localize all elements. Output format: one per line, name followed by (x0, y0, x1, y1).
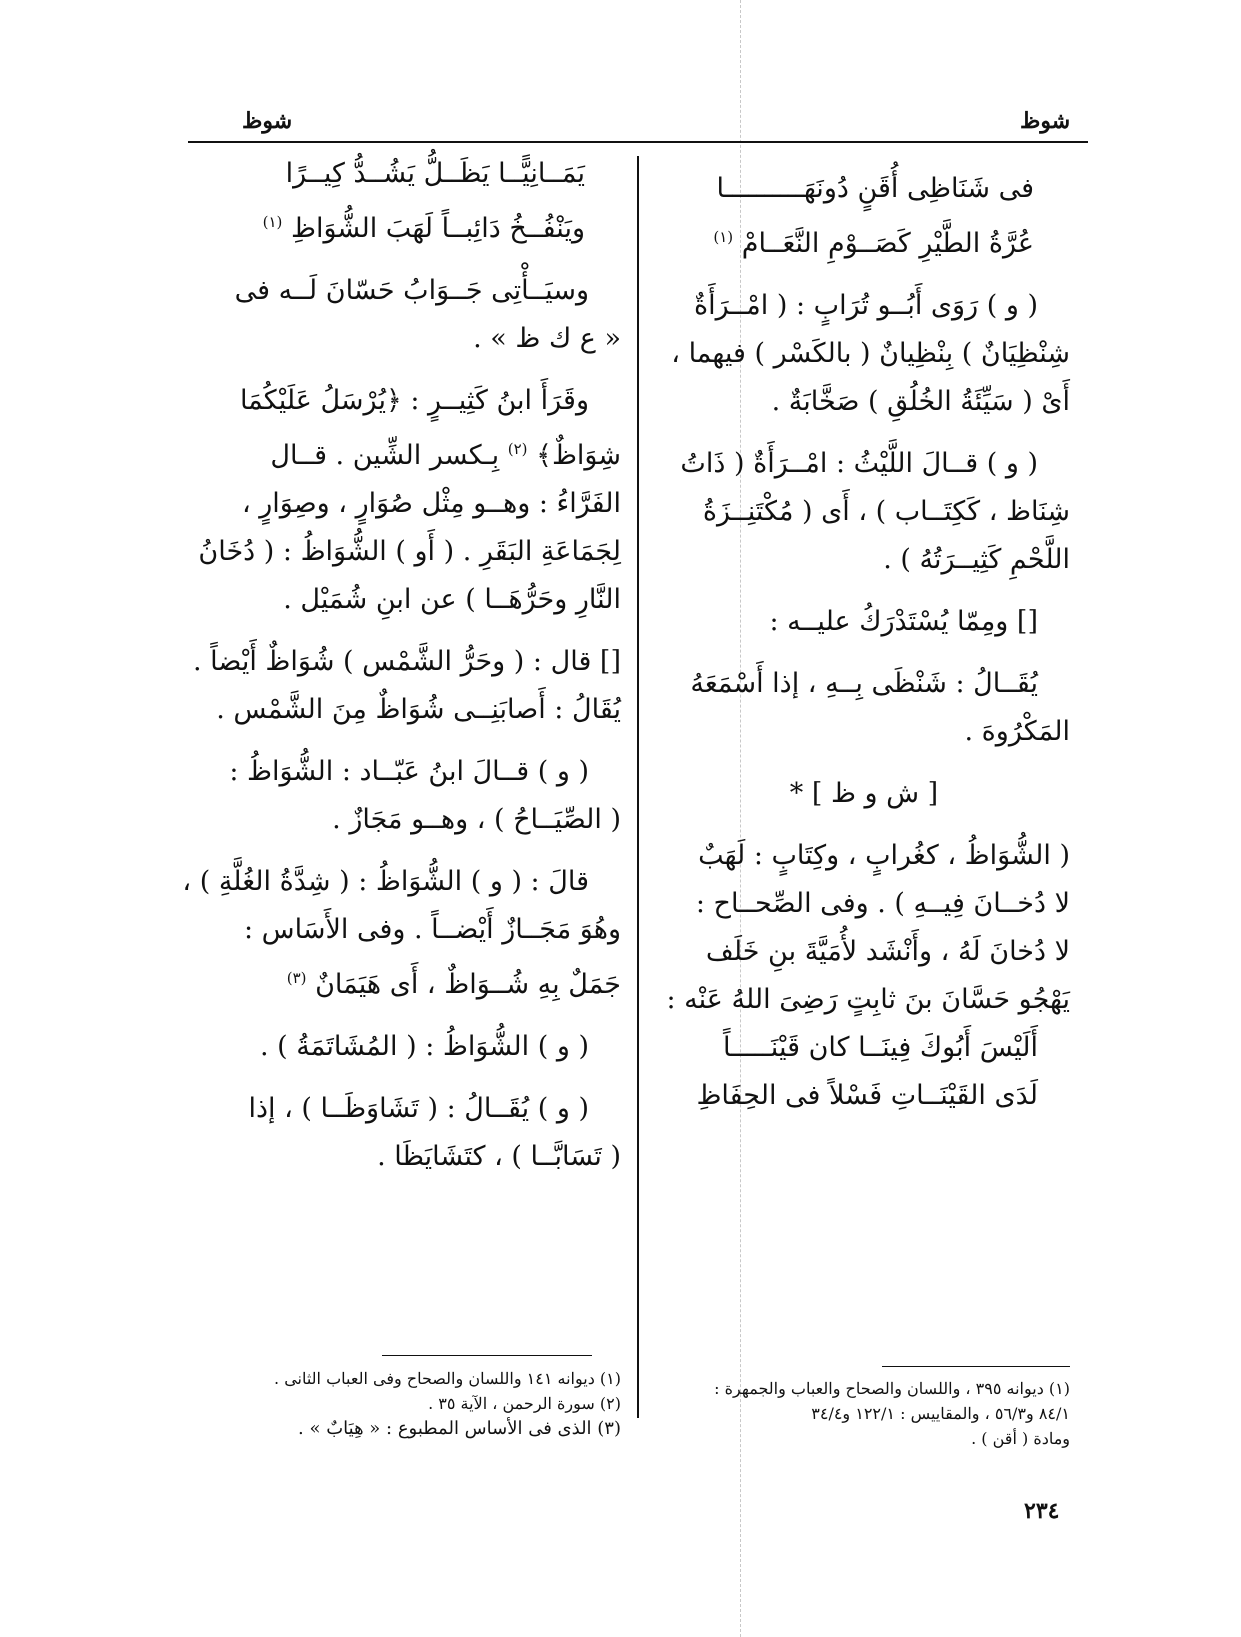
text-line: ( و ) رَوَى أَبُــو تُرَابٍ : ( امْــرَأَةٌ (693, 290, 1038, 321)
footnote: ٨٤/١ و٥٦/٣ ، والمقاييس : ١٢٢/١ و٣٤/٤ (811, 1404, 1070, 1423)
text-line: جَمَلٌ بِهِ شُــوَاظٌ ، أَى هَيَمَانٌ $^{(٣)}$ (286, 969, 621, 1000)
verse-line: ويَنْفُــخُ دَائِبــاً لَهَبَ الشُّوَاظِ $^{(١)}$ (262, 213, 585, 244)
running-head-left: شوظ (242, 108, 293, 134)
text-line: اللَّحْمِ كَثِيــرَتُهُ ) . (883, 544, 1070, 575)
verse-line: يَمَــانِيًّــا يَظَــلُّ يَشُــدُّ كِيــرًا (285, 158, 585, 189)
footnote-marker: (٣) (286, 969, 307, 987)
text-line: ( الصِّيَــاحُ ) ، وهــو مَجَازٌ . (332, 804, 621, 835)
text-line: المَكْرُوهَ . (964, 716, 1070, 747)
text-line: « ع ك ظ » . (473, 323, 621, 354)
text-line: لا دُخــانَ فِيــهِ ) . وفى الصِّحــاح : (695, 888, 1070, 919)
footnotes-left (196, 1366, 621, 1441)
text-line: [] ومِمّا يُسْتَدْرَكُ عليــه : (769, 606, 1038, 637)
header-rule (188, 141, 1088, 143)
text-line: وهُوَ مَجَــازٌ أَيْضــاً . وفى الأَسَاس : (243, 914, 621, 945)
running-head-right: شوظ (1020, 108, 1071, 134)
footnote-marker: (٢) (507, 440, 528, 458)
text-line: أَىْ ( سَيِّئَةُ الخُلُقِ ) صَخَّابَةٌ . (771, 386, 1070, 417)
text-line: قالَ : ( و ) الشُّوَاظُ : ( شِدَّةُ الغُلَّةِ ) ، (182, 866, 589, 897)
text-line: ( تَسَابَّــا ) ، كتَشَايَظَا . (377, 1141, 621, 1172)
text-line: شِنَاظ ، كَكِتَــاب ) ، أَى ( مُكْتَنِــزَةُ (702, 496, 1070, 527)
right-column (658, 165, 1070, 1120)
footnotes-right (658, 1376, 1070, 1451)
footnote-marker: (١) (262, 213, 283, 231)
text-line: لا دُخانَ لَهُ ، وأَنْشَد لأُمَيَّةَ بنِ خَلَف (705, 936, 1070, 967)
footnote: (٣) الذى فى الأساس المطبوع : « هِيَابٌ » . (298, 1418, 621, 1439)
text-line: لِجَمَاعَةِ البَقَرِ . ( أَو ) الشُّوَاظُ : ( دُخَانُ (198, 536, 621, 567)
text-line: شِنْظِيَانٌ ) بِنْظِيانٌ ( بالكَسْر ) فيهما ، (671, 338, 1070, 369)
left-column (182, 150, 621, 1181)
column-divider (637, 156, 639, 1418)
text-line: وقَرَأَ ابنُ كَثِيــرٍ : ﴿يُرْسَلُ عَلَيْكُمَا (239, 385, 589, 416)
footnote-marker: (١) (713, 228, 734, 246)
text-line: يُقَالُ : أَصابَنِــى شُوَاظٌ مِنَ الشَّمْس . (216, 694, 621, 725)
footnote: (٢) سورة الرحمن ، الآية ٣٥ . (428, 1394, 621, 1413)
verse-line: فى شَنَاظِى أُقَنٍ دُونَهَــــــــــا (716, 173, 1034, 204)
entry-heading: [ ش و ظ ] * (789, 778, 939, 809)
text-line: وسيَــأْتِى جَــوَابُ حَسّانَ لَــه فى (234, 275, 589, 306)
footnote: (١) ديوانه ١٤١ واللسان والصحاح وفى العباب الثانى . (274, 1369, 621, 1388)
text-line: ( و ) يُقَــالُ : ( تَشَاوَظَــا ) ، إذا (248, 1093, 589, 1124)
footnote-rule-left (382, 1355, 592, 1356)
text-line: الفَرَّاءُ : وهــو مِثْل صُوَارٍ ، وصِوَارٍ ، (241, 488, 621, 519)
footnote: ومادة ( أقن ) . (971, 1429, 1070, 1448)
text-line: ( و ) قــالَ ابنُ عَبّــاد : الشُّوَاظُ : (229, 756, 589, 787)
verse-line: عُرَّةُ الطَّيْرِ كَصَــوْمِ النَّعَــامْ $^{(١)}$ (713, 228, 1034, 259)
text-line: يُقَــالُ : شَنْظَى بِــهِ ، إذا أَسْمَعَهُ (690, 668, 1038, 699)
verse-line: أَلَيْسَ أَبُوكَ فِينَــا كان قَيْنَـــــاً (723, 1032, 1038, 1063)
footnote-rule-right (882, 1366, 1070, 1367)
text-line: [] قال : ( وحَرُّ الشَّمْس ) شُوَاظٌ أَيْضاً . (193, 646, 621, 677)
text-line: ( الشُّوَاظُ ، كغُرابٍ ، وكِتَابٍ : لَهَبٌ (698, 840, 1070, 871)
page-number: ٢٣٤ (1024, 1498, 1060, 1524)
text-line: النَّارِ وحَرُّهَــا ) عن ابنِ شُمَيْل . (283, 584, 621, 615)
text-line: يَهْجُو حَسَّانَ بنَ ثابِتٍ رَضِىَ اللهُ عَنْه : (666, 984, 1070, 1015)
verse-line: لَدَى القَيْنَــاتِ فَسْلاً فى الحِفَاظِ (696, 1080, 1038, 1111)
footnote: (١) ديوانه ٣٩٥ ، واللسان والصحاح والعباب والجمهرة : (714, 1379, 1070, 1398)
text-line: ( و ) الشُّوَاظُ : ( المُشَاتَمَةُ ) . (260, 1031, 589, 1062)
text-line: ( و ) قــالَ اللَّيْثُ : امْــرَأَةٌ ( ذَاتُ (680, 448, 1038, 479)
text-line: شِوَاظٌ﴾ $^{(٢)}$ بِـكسر الشِّين . قــال (270, 440, 621, 471)
